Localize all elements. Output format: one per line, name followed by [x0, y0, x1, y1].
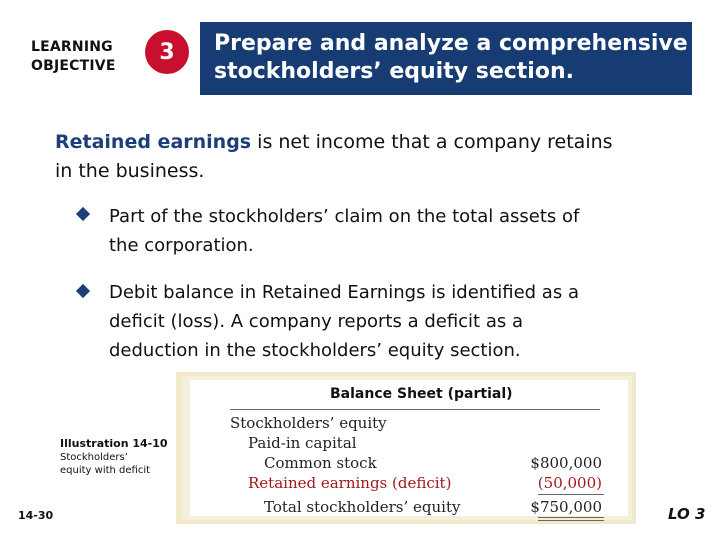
bs-row-label: Paid-in capital [248, 434, 357, 452]
retained-earnings-term: Retained earnings [55, 131, 252, 153]
bs-row-label-deficit: Retained earnings (deficit) [248, 474, 452, 492]
bullet-2-line-1: Debit balance in Retained Earnings is identified as a [109, 282, 579, 303]
bullet-2-line-2: deficit (loss). A company reports a deficit as a [109, 311, 523, 332]
bs-row-amount: $750,000 [530, 498, 602, 516]
bullet-item-1 [109, 202, 679, 260]
illustration-number: Illustration 14-10 [60, 437, 168, 450]
bs-row-label: Common stock [264, 454, 377, 472]
objective-label: OBJECTIVE [31, 58, 116, 74]
bullet-diamond-icon [76, 207, 90, 221]
bs-row-label: Total stockholders’ equity [264, 498, 461, 516]
lo-tag: LO 3 [668, 505, 706, 523]
total-rule [538, 517, 604, 518]
bs-row-label: Stockholders’ equity [230, 414, 387, 432]
intro-line-2: in the business. [55, 160, 205, 182]
bullet-1-line-2: the corporation. [109, 235, 254, 256]
bullet-1-line-1: Part of the stockholders’ claim on the total assets of [109, 206, 580, 227]
bs-row-amount-deficit: (50,000) [537, 474, 602, 492]
intro-line-1-rest: is net income that a company retains [251, 131, 613, 153]
title-line-2: stockholders’ equity section. [214, 59, 574, 84]
bullet-item-2 [109, 278, 679, 365]
bullet-2-line-3: deduction in the stockholders’ equity section. [109, 340, 521, 361]
title-line-1: Prepare and analyze a comprehensive [214, 31, 688, 56]
learning-objective-label [31, 38, 141, 76]
heading-rule [230, 409, 600, 410]
total-double-rule [538, 520, 604, 521]
subtotal-rule [538, 494, 604, 495]
balance-sheet-heading: Balance Sheet (partial) [330, 386, 513, 402]
bullet-diamond-icon [76, 284, 90, 298]
illustration-caption-line-2: equity with deficit [60, 465, 151, 476]
objective-number-badge: 3 [145, 30, 189, 74]
title-bar [200, 22, 692, 95]
balance-sheet-panel [190, 380, 628, 516]
balance-sheet-figure [176, 372, 636, 524]
illustration-caption-line-1: Stockholders’ [60, 452, 128, 463]
learning-label: LEARNING [31, 39, 113, 55]
page-number: 14-30 [18, 509, 54, 522]
intro-paragraph [55, 128, 695, 186]
illustration-caption [60, 437, 170, 477]
bs-row-amount: $800,000 [530, 454, 602, 472]
